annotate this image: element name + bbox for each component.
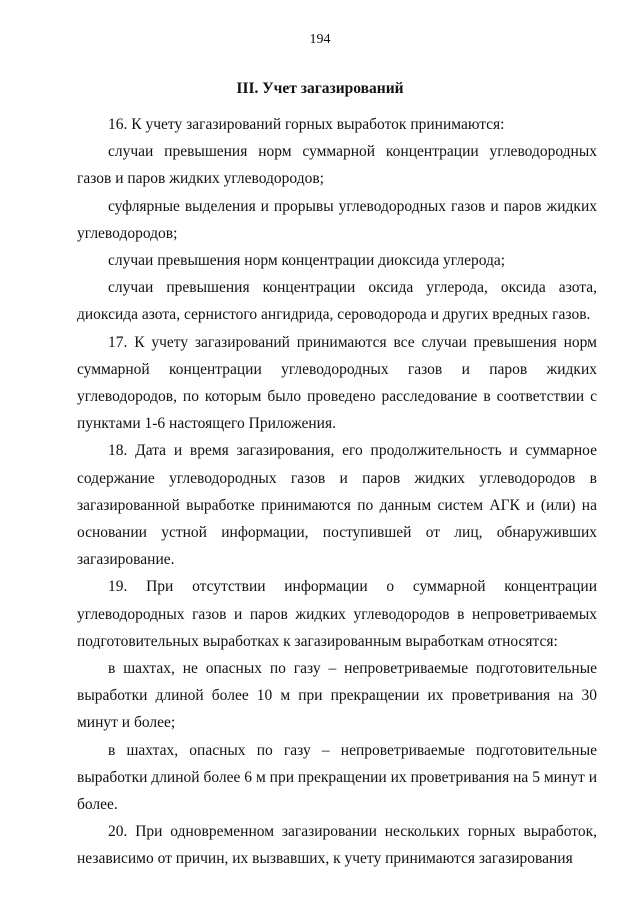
- paragraph-16-intro: 16. К учету загазирований горных выработок принимаются:: [108, 116, 505, 133]
- page-number: 194: [309, 32, 331, 47]
- paragraph-17: 17. К учету загазирований принимаются все случаи превышения норм суммарной концентрации углеводородных газов и паров жидких углеводородов, по которым было проведено расследование в соответствии с пунктами 1-6 настоящего Приложения.: [77, 333, 597, 433]
- paragraph-19-item-gassy: в шахтах, опасных по газу – непроветриваемые подготовительные выработки длиной более 6 м при прекращении их проветривания на 5 минут и более.: [77, 741, 597, 814]
- paragraph-18: 18. Дата и время загазирования, его продолжительность и суммарное содержание углеводородных газов и паров жидких углеводородов в загазированной выработке принимаются по данным систем АГК и (или) на основании устной информации, поступившей от лиц, обнаруживших загазирование.: [77, 442, 597, 569]
- paragraph-16-item-harmful-gases: случаи превышения концентрации оксида углерода, оксида азота, диоксида азота, сернистого ангидрида, сероводорода и других вредных газов.: [77, 279, 597, 324]
- paragraph-20: 20. При одновременном загазировании нескольких горных выработок, независимо от причин, их вызвавших, к учету принимаются загазирования: [77, 823, 597, 868]
- section-title: III. Учет загазирований: [236, 80, 404, 97]
- paragraph-19-item-non-gassy: в шахтах, не опасных по газу – непроветриваемые подготовительные выработки длиной более 10 м при прекращении их проветривания на 30 минут и более;: [77, 660, 597, 732]
- paragraph-16-item-outbursts: суфлярные выделения и прорывы углеводородных газов и паров жидких углеводородов;: [77, 197, 597, 242]
- paragraph-16-item-hydrocarbons: случаи превышения норм суммарной концентрации углеводородных газов и паров жидких углеводородов;: [77, 143, 597, 188]
- paragraph-19-intro: 19. При отсутствии информации о суммарной концентрации углеводородных газов и паров жидких углеводородов в непроветриваемых подготовительных выработках к загазированным выработкам относятся:: [77, 578, 597, 650]
- paragraph-16-item-co2: случаи превышения норм концентрации диоксида углерода;: [108, 252, 506, 270]
- document-body: [77, 111, 597, 873]
